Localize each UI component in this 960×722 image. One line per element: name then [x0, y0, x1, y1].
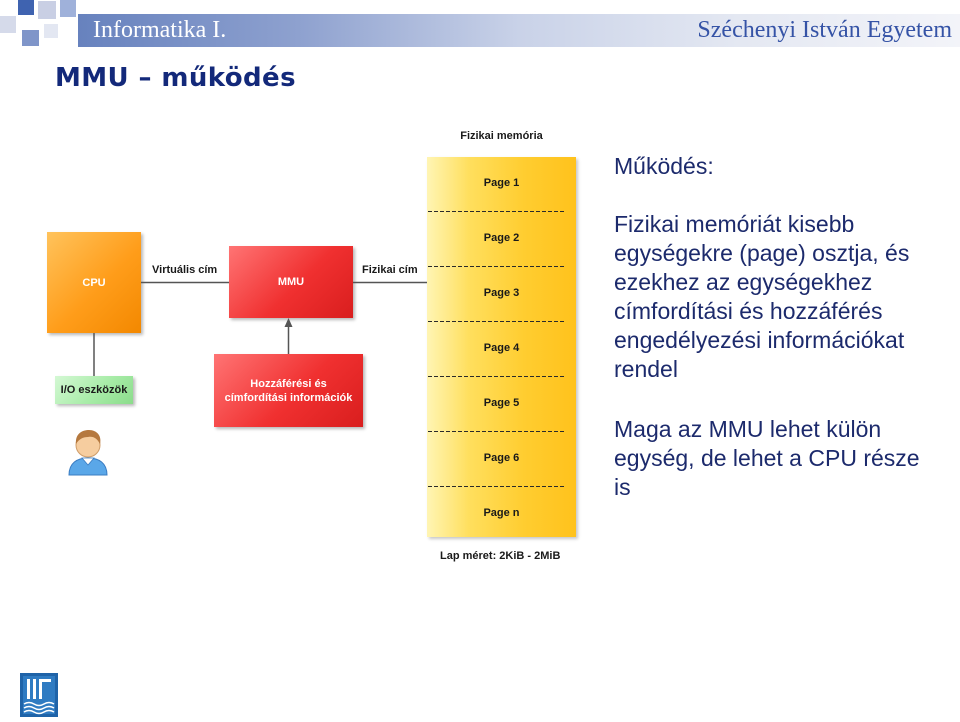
mmu-box	[229, 246, 353, 318]
memory-page-label: Page 2	[483, 232, 520, 244]
cpu-label: CPU	[82, 276, 106, 289]
university-name: Széchenyi István Egyetem	[697, 17, 952, 43]
logo-square	[38, 1, 56, 19]
access-info-line: címfordítási információk	[224, 391, 353, 404]
physical-address-label: Fizikai cím	[362, 264, 418, 276]
text-line: is	[614, 474, 631, 500]
virtual-address-label: Virtuális cím	[152, 264, 218, 276]
mmu-label: MMU	[277, 276, 305, 288]
university-logo-icon	[20, 673, 58, 717]
text-line: címfordítási és hozzáférés	[614, 298, 883, 324]
logo-square	[22, 30, 39, 46]
text-line: Fizikai memóriát kisebb	[614, 211, 855, 237]
text-line: rendel	[614, 356, 678, 382]
memory-page-label: Page 5	[483, 397, 520, 409]
text-line: ezekhez az egységekhez	[614, 269, 873, 295]
access-info-box	[214, 354, 363, 427]
logo-square	[44, 24, 58, 38]
text-line: egységekre (page) osztja, és	[614, 240, 910, 266]
course-title: Informatika I.	[93, 17, 227, 43]
logo-square	[0, 16, 16, 33]
slide-title: MMU – működés	[55, 63, 296, 93]
user-icon	[66, 427, 110, 476]
cpu-box	[47, 232, 141, 333]
io-devices-label: I/O eszközök	[60, 384, 128, 396]
paragraph-mmu-function	[614, 210, 909, 384]
logo-square	[18, 0, 34, 15]
memory-page-label: Page 4	[483, 342, 520, 354]
access-info-line: Hozzáférési és	[250, 377, 327, 390]
page-size-label: Lap méret: 2KiB - 2MiB	[440, 550, 561, 562]
text-line: Maga az MMU lehet külön	[614, 416, 882, 442]
text-line: egység, de lehet a CPU része	[614, 445, 920, 471]
arrowhead	[285, 318, 293, 327]
paragraph-mmu-location	[614, 415, 920, 502]
memory-page-label: Page 3	[483, 287, 520, 299]
memory-page-label: Page 6	[483, 452, 520, 464]
memory-page-label: Page n	[483, 507, 520, 519]
memory-page-label: Page 1	[483, 177, 520, 189]
memory-title: Fizikai memória	[460, 130, 543, 142]
io-devices-box	[55, 376, 133, 404]
body-heading: Működés:	[614, 153, 714, 179]
text-line: engedélyezési információkat	[614, 327, 905, 353]
logo-square	[60, 0, 76, 17]
